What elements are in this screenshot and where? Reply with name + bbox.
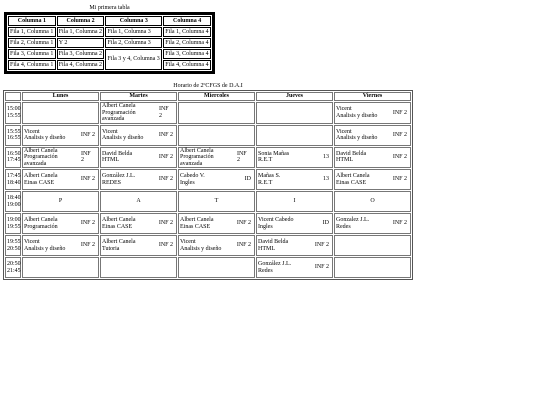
table-cell-merged: Fila 3 y 4, Columna 3 [105, 49, 162, 70]
class-details [102, 129, 143, 142]
time-start: 15:00 [7, 106, 21, 113]
table-row [5, 147, 411, 169]
table-cell: Fila 3, Columna 4 [163, 49, 211, 59]
empty-cell [22, 102, 99, 124]
class-entry [180, 148, 253, 168]
class-details [24, 173, 58, 186]
time-start: 16:50 [7, 150, 21, 157]
time-end: 18:40 [7, 179, 21, 186]
class-details [258, 239, 288, 252]
class-cell [334, 125, 411, 146]
class-cell [256, 257, 333, 278]
class-entry [336, 173, 409, 186]
subject-name: Einas CASE [336, 179, 367, 186]
class-details [258, 173, 280, 186]
teacher-name: Albert Canela [336, 173, 370, 179]
subject-name: HTML [258, 245, 275, 252]
table-row [5, 213, 411, 234]
class-cell [100, 213, 177, 234]
teacher-name: Albert Canela [102, 103, 136, 109]
room-code: INF 2 [314, 242, 329, 249]
table-cell: Fila 3, Columna 2 [57, 49, 105, 59]
room-code: INF 2 [392, 131, 407, 138]
break-letter: I [256, 191, 333, 212]
time-end: 17:45 [7, 157, 21, 164]
class-cell [100, 169, 177, 190]
break-letter: O [334, 191, 411, 212]
class-details [336, 217, 369, 230]
time-start: 17:45 [7, 173, 21, 179]
room-code: INF 2 [158, 106, 169, 119]
class-cell [178, 147, 255, 169]
time-slot [5, 213, 21, 234]
first-table-header: Columna 1 [8, 16, 56, 26]
class-details [258, 151, 289, 164]
empty-cell [178, 257, 255, 278]
subject-name: Analisis y diseño [24, 245, 66, 252]
teacher-name: Gonzalez J.L. [336, 217, 370, 223]
subject-name: Analisis y diseño [336, 135, 378, 141]
subject-name: Ingles [180, 179, 195, 186]
subject-name: Analisis y diseño [180, 245, 222, 252]
class-details [336, 106, 377, 119]
class-entry [24, 148, 97, 168]
time-start: 19:55 [7, 239, 21, 245]
room-code: INF 2 [80, 242, 95, 249]
room-code: INF 2 [158, 176, 173, 183]
class-details [102, 151, 132, 164]
time-slot [5, 191, 21, 212]
class-details [180, 173, 205, 186]
table-cell: Fila 2, Columna 4 [163, 38, 211, 48]
teacher-name: David Belda [336, 150, 367, 157]
teacher-name: Vicent [336, 106, 352, 113]
subject-name: R.E.T [258, 179, 273, 186]
class-entry [102, 217, 175, 230]
class-cell [100, 102, 177, 124]
time-slot [5, 147, 21, 169]
class-entry [258, 261, 331, 274]
room-code: INF 2 [158, 220, 173, 227]
table-row [5, 257, 411, 278]
room-code: INF 2 [80, 150, 91, 164]
table-row [5, 235, 411, 256]
table-row [8, 49, 211, 59]
class-entry [336, 106, 409, 119]
class-entry [336, 129, 409, 142]
class-cell [256, 213, 333, 234]
time-end: 19:55 [7, 223, 21, 230]
class-entry [102, 151, 175, 164]
empty-cell [334, 257, 411, 278]
class-cell [256, 169, 333, 190]
teacher-name: Albert Canela [24, 217, 58, 223]
schedule-corner-cell [5, 92, 21, 101]
first-table-header: Columna 4 [163, 16, 211, 26]
class-cell [178, 213, 255, 234]
empty-cell [256, 125, 333, 146]
empty-cell [22, 257, 99, 278]
class-entry [336, 151, 409, 164]
table-cell: Fila 2, Columna 1 [8, 38, 56, 48]
room-code: 13 [323, 176, 329, 183]
table-row [5, 169, 411, 190]
teacher-name: David Belda [102, 150, 133, 157]
schedule-section [3, 82, 413, 280]
room-code: INF 2 [80, 220, 95, 227]
subject-name: Programación avanzada [180, 154, 214, 167]
time-end: 16:55 [7, 135, 21, 141]
class-cell [178, 169, 255, 190]
table-row [5, 125, 411, 146]
class-cell [100, 147, 177, 169]
subject-name: HTML [336, 157, 353, 164]
teacher-name: Vicent Cabedo [258, 217, 294, 223]
empty-cell [178, 125, 255, 146]
room-code: INF 2 [236, 220, 251, 227]
teacher-name: Vicent [336, 128, 352, 135]
room-code: INF 2 [158, 242, 173, 249]
teacher-name: David Belda [258, 239, 289, 245]
table-cell: Y 2 [57, 38, 105, 48]
time-slot [5, 102, 21, 124]
class-details [102, 173, 135, 186]
day-header: Viernes [334, 92, 411, 101]
time-slot [5, 125, 21, 146]
table-cell: Fila 1, Columna 4 [163, 27, 211, 37]
class-entry [24, 217, 97, 230]
room-code: INF 2 [158, 131, 173, 138]
class-cell [100, 235, 177, 256]
class-cell [334, 147, 411, 169]
room-code: INF 2 [236, 150, 247, 164]
subject-name: Programación avanzada [24, 154, 58, 167]
subject-name: Redes [258, 267, 273, 274]
schedule-table [3, 90, 413, 280]
room-code: INF 2 [392, 109, 407, 116]
class-entry [102, 239, 175, 252]
class-details [180, 148, 237, 168]
class-entry [180, 239, 253, 252]
empty-cell [178, 102, 255, 124]
subject-name: Einas CASE [24, 179, 55, 186]
teacher-name: Albert Canela [180, 217, 214, 223]
subject-name: R.E.T [258, 157, 273, 164]
subject-name: Programación avanzada [102, 109, 136, 122]
class-cell [334, 213, 411, 234]
room-code: ID [322, 220, 329, 227]
teacher-name: González J.L. [258, 261, 292, 267]
class-entry [258, 217, 331, 230]
class-cell [100, 125, 177, 146]
room-code: INF 2 [80, 176, 95, 183]
class-entry [24, 239, 97, 252]
teacher-name: Mañas S. [258, 173, 281, 179]
class-details [24, 239, 65, 252]
subject-name: Einas CASE [102, 223, 133, 230]
class-cell [22, 235, 99, 256]
class-entry [24, 173, 97, 186]
teacher-name: Albert Canela [102, 239, 136, 245]
subject-name: REDES [102, 179, 122, 186]
day-header: Martes [100, 92, 177, 101]
subject-name: Analisis y diseño [336, 112, 378, 119]
time-end: 20:50 [7, 245, 21, 252]
class-cell [22, 125, 99, 146]
table-cell: Fila 4, Columna 2 [57, 60, 105, 70]
subject-name: Analisis y diseño [24, 135, 66, 141]
teacher-name: Albert Canela [24, 147, 58, 154]
table-cell: Fila 1, Columna 1 [8, 27, 56, 37]
table-row [5, 102, 411, 124]
subject-name: Redes [336, 223, 351, 230]
class-details [336, 173, 370, 186]
class-cell [256, 147, 333, 169]
class-cell [22, 213, 99, 234]
empty-cell [334, 235, 411, 256]
class-cell [22, 147, 99, 169]
room-code: INF 2 [236, 242, 251, 249]
first-table-header: Columna 2 [57, 16, 105, 26]
subject-name: Ingles [258, 223, 273, 230]
subject-name: HTML [102, 157, 119, 164]
schedule-header-row [5, 92, 411, 101]
first-table-section [4, 4, 215, 74]
day-header: Miercoles [178, 92, 255, 101]
room-code: INF 2 [314, 264, 329, 271]
subject-name: Einas CASE [180, 223, 211, 230]
break-letter: T [178, 191, 255, 212]
time-slot [5, 257, 21, 278]
table-row [5, 191, 411, 212]
time-end: 15:55 [7, 112, 21, 119]
break-letter: A [100, 191, 177, 212]
teacher-name: Sonia Mañas [258, 150, 290, 157]
class-entry [258, 151, 331, 164]
room-code: INF 2 [392, 220, 407, 227]
time-start: 18:40 [7, 195, 21, 201]
class-details [258, 261, 291, 274]
break-letter: P [22, 191, 99, 212]
class-details [258, 217, 293, 230]
empty-cell [100, 257, 177, 278]
time-slot [5, 235, 21, 256]
teacher-name: González J.L. [102, 173, 136, 179]
teacher-name: Cabedo V. [180, 173, 205, 179]
room-code: INF 2 [392, 154, 407, 160]
room-code: ID [244, 176, 251, 183]
class-entry [258, 239, 331, 252]
class-entry [102, 103, 175, 123]
teacher-name: Albert Canela [102, 217, 136, 223]
class-cell [334, 102, 411, 124]
class-entry [258, 173, 331, 186]
teacher-name: Vicent [102, 128, 118, 135]
room-code: INF 2 [80, 131, 95, 138]
first-table-caption: Mi primera tabla [89, 5, 130, 11]
subject-name: Tutoria [102, 245, 120, 252]
time-end: 21:45 [7, 267, 21, 274]
subject-name: Analisis y diseño [102, 135, 144, 141]
table-cell: Fila 1, Columna 2 [57, 27, 105, 37]
class-cell [22, 169, 99, 190]
class-entry [24, 129, 97, 142]
class-details [102, 239, 136, 252]
time-start: 15:55 [7, 128, 21, 135]
first-table-header: Columna 3 [105, 16, 162, 26]
table-cell: Fila 4, Columna 1 [8, 60, 56, 70]
class-cell [256, 235, 333, 256]
table-cell: Fila 4, Columna 4 [163, 60, 211, 70]
class-details [336, 129, 377, 142]
class-details [24, 148, 81, 168]
table-cell: Fila 1, Columna 3 [105, 27, 162, 37]
teacher-name: Vicent [24, 128, 40, 135]
table-cell: Fila 3, Columna 1 [8, 49, 56, 59]
time-start: 19:00 [7, 217, 21, 223]
time-slot [5, 169, 21, 190]
table-cell: Fila 2, Columna 3 [105, 38, 162, 48]
class-details [180, 239, 221, 252]
class-entry [180, 173, 253, 186]
class-details [24, 129, 65, 142]
class-details [336, 151, 366, 164]
class-details [102, 103, 159, 123]
empty-cell [256, 102, 333, 124]
teacher-name: Albert Canela [180, 147, 214, 154]
teacher-name: Vicent [24, 239, 40, 245]
schedule-body [5, 102, 411, 278]
class-cell [334, 169, 411, 190]
class-entry [102, 173, 175, 186]
day-header: Lunes [22, 92, 99, 101]
time-start: 20:50 [7, 261, 21, 267]
day-header: Jueves [256, 92, 333, 101]
room-code: INF 2 [392, 176, 407, 183]
schedule-caption: Horario de 2ºCFGS de D.A.I [173, 83, 243, 89]
subject-name: Programación [24, 223, 58, 230]
class-entry [102, 129, 175, 142]
class-details [102, 217, 136, 230]
class-entry [180, 217, 253, 230]
teacher-name: Albert Canela [24, 173, 58, 179]
first-table [4, 12, 215, 74]
room-code: INF 2 [158, 154, 173, 160]
class-details [24, 217, 58, 230]
teacher-name: Vicent [180, 239, 196, 245]
time-end: 19:00 [7, 201, 21, 208]
first-table-header-row [8, 16, 211, 26]
room-code: 13 [323, 154, 329, 160]
table-row [8, 27, 211, 37]
table-row [8, 38, 211, 48]
class-entry [336, 217, 409, 230]
class-cell [178, 235, 255, 256]
class-details [180, 217, 214, 230]
